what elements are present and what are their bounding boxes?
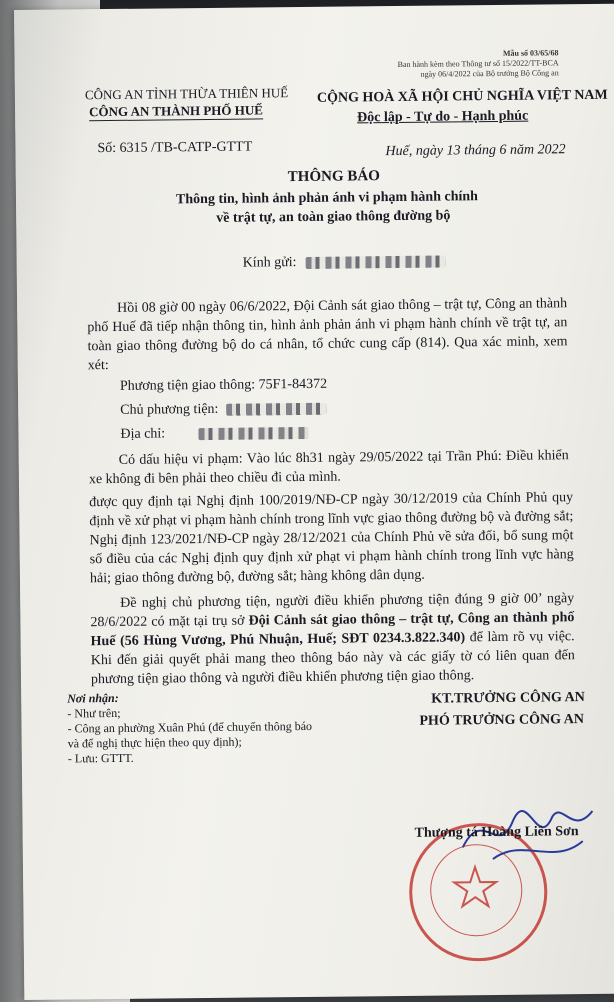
notice-subtitle-2: về trật tự, an toàn giao thông đường bộ — [216, 208, 451, 226]
redacted-owner — [226, 403, 326, 416]
recipient-label: Kính gửi: — [242, 255, 297, 271]
recipient-item-1: - Như trên; — [67, 705, 121, 721]
motto: Độc lập - Tự do - Hạnh phúc — [357, 108, 529, 126]
document-sheet — [14, 4, 614, 1000]
form-note — [397, 48, 558, 80]
form-code: Mẫu số 03/65/68 — [502, 48, 559, 58]
recipients-heading: Nơi nhận: — [67, 690, 119, 706]
form-note-line2: ngày 06/4/2022 của Bộ trưởng Bộ Công an — [420, 68, 559, 79]
paragraph-regulation: được quy định tại Nghị định 100/2019/NĐ-CP ngày 30/12/2019 của Chính Phủ quy định về xử phạt vi phạm hành chính trong lĩnh vực giao thông đường bộ và đường sắt; Nghị định 123/2021/NĐ-CP ngày 28/12/2021 của Chính Phủ về sửa đổi, bổ sung một số điều của các Nghị định quy định xử phạt vi phạm hành chính trong lĩnh vực hàng hải; giao thông đường bộ, đường sắt; hàng không dân dụng. — [89, 490, 574, 587]
notice-title: THÔNG BÁO — [287, 168, 380, 186]
paragraph-request — [90, 589, 575, 689]
recipient-item-2b: và để nghị thực hiện theo quy định); — [67, 734, 242, 751]
signer-title-2: PHÓ TRƯỞNG CÔNG AN — [419, 712, 585, 729]
nation-title: CỘNG HOÀ XÃ HỘI CHỦ NGHĨA VIỆT NAM — [316, 87, 608, 106]
signer-title-1: KT.TRƯỞNG CÔNG AN — [431, 690, 585, 707]
document-number: Số: 6315 /TB-CATP-GTTT — [97, 139, 253, 157]
org-name: CÔNG AN THÀNH PHỐ HUẾ — [88, 102, 263, 120]
request-text-b: để làm rõ vụ việc. Khi đến giải quyết phải mang theo thông báo này và các giấy tờ có liên quan đến phương tiện giao thông và người điều khiển phương tiện giao thông. — [90, 629, 575, 688]
vehicle-owner — [120, 399, 326, 420]
recipient-item-2: - Công an phường Xuân Phú (để chuyển thông báo — [67, 718, 313, 736]
place-date: Huế, ngày 13 tháng 6 năm 2022 — [385, 142, 566, 160]
org-parent: CÔNG AN TỈNH THỪA THIÊN HUẾ — [84, 85, 289, 103]
form-note-line1: Ban hành kèm theo Thông tư số 15/2022/TT-BCA — [397, 58, 559, 69]
vehicle-plate: Phương tiện giao thông: 75F1-84372 — [119, 376, 328, 394]
redacted-address — [199, 427, 309, 440]
request-office: Đội Cảnh sát giao thông – trật tự, Công an thành phố Huế (56 Hùng Vương, Phú Nhuận, Huế; SĐT 0234.3.822.340) — [90, 610, 575, 650]
signer-name: Thượng tá Hoàng Liên Sơn — [414, 824, 579, 841]
owner-label: Chủ phương tiện: — [120, 401, 219, 418]
notice-subtitle-1: Thông tin, hình ảnh phản ánh vi phạm hành chính — [175, 189, 479, 208]
paragraph-intro: Hồi 08 giờ 00 ngày 06/6/2022, Đội Cảnh sát giao thông – trật tự, Công an thành phố Huế đã tiếp nhận thông tin, hình ảnh phản ánh vi phạm hành chính về trật tự, an toàn giao thông đường bộ do cá nhân, tổ chức cung cấp (814). Qua xác minh, xem xét: — [87, 296, 568, 374]
recipient-line — [243, 251, 447, 272]
address-label: Địa chỉ: — [120, 426, 166, 442]
recipient-item-3: - Lưu: GTTT. — [67, 750, 134, 766]
redacted-recipient — [306, 255, 446, 268]
vehicle-address — [120, 423, 308, 444]
paragraph-violation: Có dấu hiệu vi phạm: Vào lúc 8h31 ngày 29/05/2022 tại Trần Phú: Điều khiển xe không đi bên phải theo chiều đi của mình. — [88, 448, 569, 488]
recipients-block — [67, 689, 312, 767]
request-text-a: Đề nghị chủ phương tiện, người điều khiển phương tiện đúng 9 giờ 00’ ngày 28/6/2022 có mặt tại trụ sở — [90, 591, 575, 631]
